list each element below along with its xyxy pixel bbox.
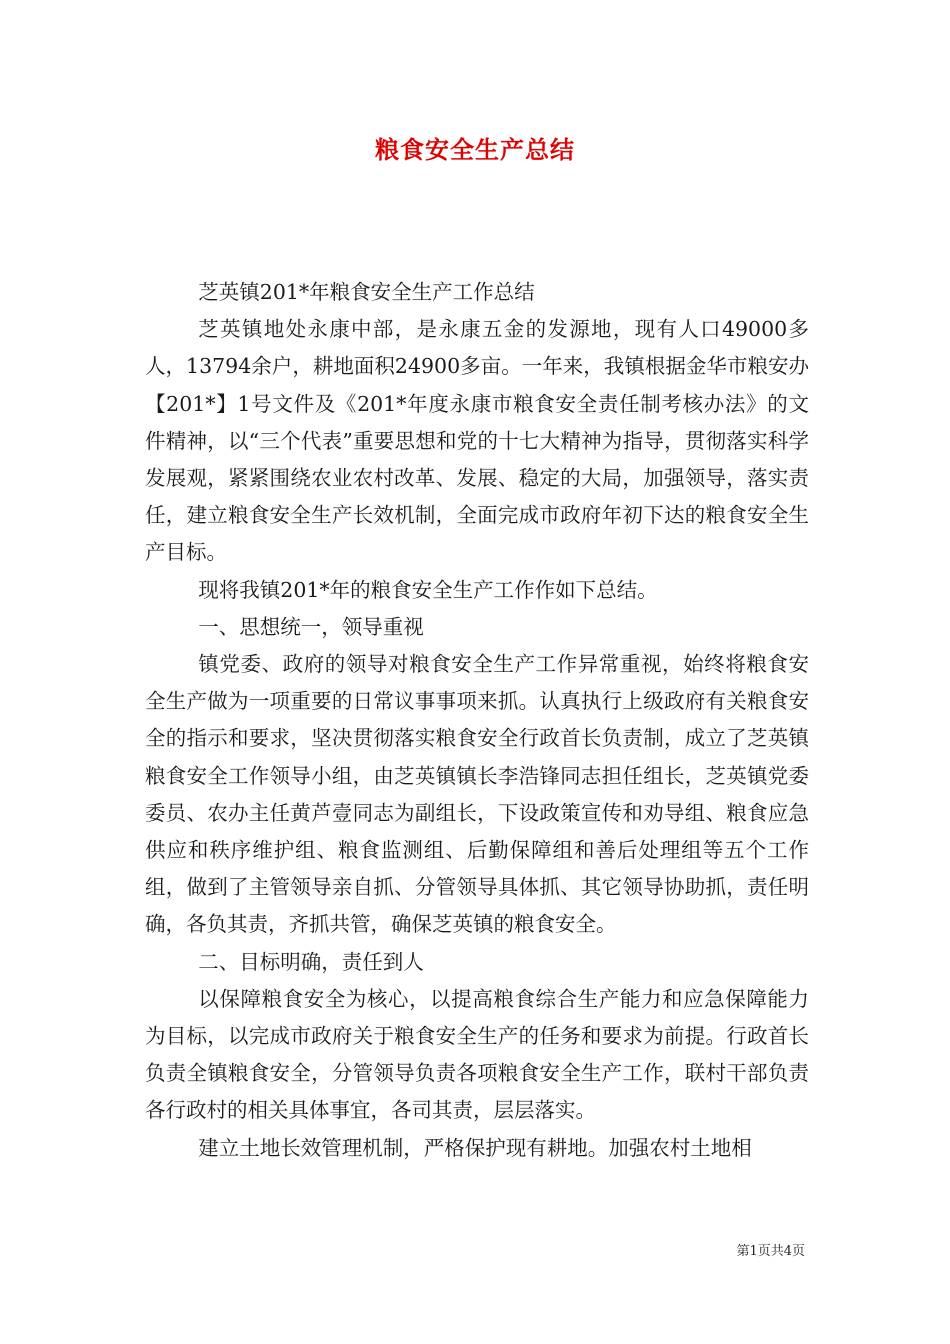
paragraph-section-1: 镇党委、政府的领导对粮食安全生产工作异常重视，始终将粮食安全生产做为一项重要的日常议事事项来抓。认真执行上级政府有关粮食安全的指示和要求，坚决贯彻落实粮食安全行政首长负责制，成立了芝英镇粮食安全工作领导小组，由芝英镇镇长李浩锋同志担任组长，芝英镇党委委员、农办主任黄芦壹同志为副组长，下设政策宣传和劝导组、粮食应急供应和秩序维护组、粮食监测组、后勤保障组和善后处理组等五个工作组，做到了主管领导亲自抓、分管领导具体抓、其它领导协助抓，责任明确，各负其责，齐抓共管，确保芝英镇的粮食安全。 — [145, 652, 809, 937]
document-title: 粮食安全生产总结 — [375, 135, 575, 164]
paragraph-section-2: 以保障粮食安全为核心，以提高粮食综合生产能力和应急保障能力为目标，以完成市政府关于粮食安全生产的任务和要求为前提。行政首长负责全镇粮食安全，分管领导负责各项粮食安全生产工作，联村干部负责各行政村的相关具体事宜，各司其责，层层落实。 — [145, 986, 809, 1123]
paragraph-land-management: 建立土地长效管理机制，严格保护现有耕地。加强农村土地相 — [198, 1135, 752, 1160]
paragraph-summary-lead: 现将我镇201*年的粮食安全生产工作作如下总结。 — [198, 577, 658, 602]
section-heading-1: 一、思想统一，领导重视 — [198, 614, 424, 639]
paragraph-intro: 芝英镇地处永康中部，是永康五金的发源地，现有人口49000多人，13794余户，耕地面积24900多亩。一年来，我镇根据金华市粮安办【201*】1号文件及《201*年度永康市粮食安全责任制考核办法》的文件精神，以“三个代表”重要思想和党的十七大精神为指导，贯彻落实科学发展观，紧紧围绕农业农村改革、发展、稳定的大局，加强领导，落实责任，建立粮食安全生产长效机制，全面完成市政府年初下达的粮食安全生产目标。 — [145, 317, 809, 565]
document-body — [145, 274, 809, 1167]
page-number: 第1页共4页 — [736, 1244, 805, 1259]
paragraph-subtitle: 芝英镇201*年粮食安全生产工作总结 — [198, 280, 535, 304]
section-heading-2: 二、目标明确，责任到人 — [198, 949, 424, 974]
